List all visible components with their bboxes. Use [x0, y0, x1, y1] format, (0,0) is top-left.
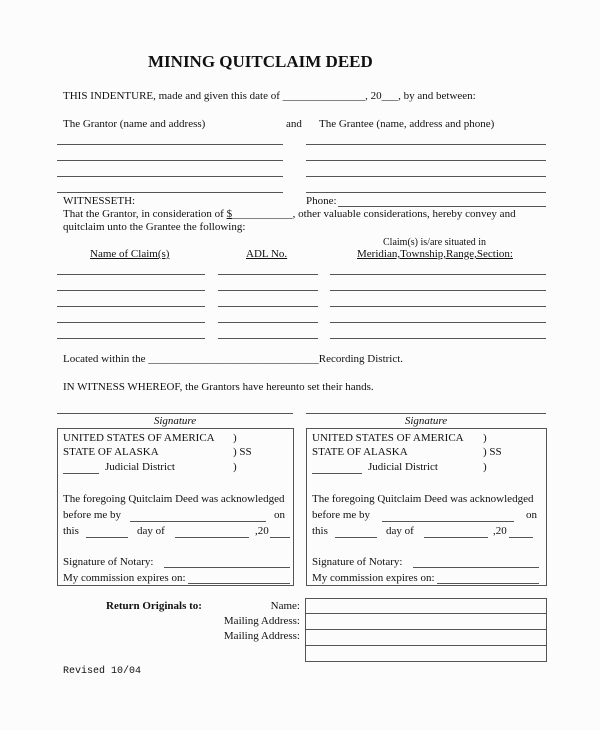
witnesseth-label: WITNESSETH: [63, 195, 136, 207]
ss-label: ) SS [483, 446, 502, 458]
paren-3: ) [483, 461, 487, 473]
year-field[interactable] [270, 537, 290, 538]
consideration-text: That the Grantor, in consideration of [63, 208, 224, 220]
phone-field[interactable] [338, 206, 546, 207]
acknowledgment-box-left [57, 428, 294, 586]
located-line [63, 353, 403, 366]
revised-note: Revised 10/04 [63, 666, 142, 677]
signature-line-left[interactable] [57, 413, 293, 414]
claim-name-line-2[interactable] [57, 290, 205, 291]
return-originals-label: Return Originals to: [106, 600, 202, 612]
return-mailing-field-2[interactable] [306, 645, 546, 646]
paren-3: ) [233, 461, 237, 473]
paren-1: ) [483, 432, 487, 444]
before-me-label: before me by [63, 509, 122, 521]
location-line-2[interactable] [330, 290, 546, 291]
commission-label: My commission expires on: [312, 572, 435, 584]
located-suffix: Recording District. [318, 353, 404, 365]
judicial-district-field[interactable] [312, 473, 362, 474]
grantor-line-2[interactable] [57, 160, 283, 161]
return-mailing-label-1: Mailing Address: [223, 615, 300, 627]
judicial-district-label: Judicial District [105, 461, 175, 473]
commission-field[interactable] [437, 583, 539, 584]
notary-signature-label: Signature of Notary: [63, 556, 154, 568]
grantor-line-3[interactable] [57, 176, 283, 177]
grantee-label: The Grantee (name, address and phone) [319, 118, 495, 130]
signature-label-left: Signature [153, 415, 197, 427]
state-label: STATE OF ALASKA [312, 446, 408, 458]
year-label: ,20 [493, 525, 507, 537]
usa-label: UNITED STATES OF AMERICA [63, 432, 215, 444]
recording-district-blank[interactable]: _______________________________ [148, 353, 319, 365]
signature-line-right[interactable] [306, 413, 546, 414]
day-field[interactable] [86, 537, 128, 538]
month-field[interactable] [424, 537, 488, 538]
return-mailing-label-2: Mailing Address: [223, 630, 300, 642]
witness-whereof: IN WITNESS WHEREOF, the Grantors have hereunto set their hands. [63, 381, 374, 393]
adl-line-2[interactable] [218, 290, 318, 291]
grantor-label: The Grantor (name and address) [63, 118, 206, 130]
before-me-field[interactable] [382, 521, 514, 522]
document-title: MINING QUITCLAIM DEED [148, 52, 373, 71]
acknowledged-text: The foregoing Quitclaim Deed was acknowledged [312, 493, 534, 505]
location-line-3[interactable] [330, 306, 546, 307]
before-me-field[interactable] [130, 521, 266, 522]
and-label: and [286, 118, 302, 130]
return-name-label: Name: [270, 600, 300, 612]
grantor-line-4[interactable] [57, 192, 283, 193]
return-mailing-field-1[interactable] [306, 629, 546, 630]
year-blank[interactable]: ___ [381, 90, 399, 102]
day-of-label: day of [137, 525, 165, 537]
situated-note: Claim(s) is/are situated in [383, 237, 487, 248]
claim-name-line-3[interactable] [57, 306, 205, 307]
location-line-4[interactable] [330, 322, 546, 323]
commission-field[interactable] [188, 583, 290, 584]
claim-name-line-5[interactable] [57, 338, 205, 339]
acknowledged-text: The foregoing Quitclaim Deed was acknowledged [63, 493, 285, 505]
notary-signature-field[interactable] [164, 567, 290, 568]
usa-label: UNITED STATES OF AMERICA [312, 432, 464, 444]
commission-label: My commission expires on: [63, 572, 186, 584]
day-of-label: day of [386, 525, 414, 537]
consideration-text-2: , other valuable considerations, hereby convey and [292, 208, 516, 220]
return-name-field[interactable] [306, 613, 546, 614]
dollar-sign: $ [226, 208, 233, 220]
paren-1: ) [233, 432, 237, 444]
grantee-line-1[interactable] [306, 144, 546, 145]
grantee-line-4[interactable] [306, 192, 546, 193]
on-label: on [274, 509, 285, 521]
adl-line-1[interactable] [218, 274, 318, 275]
acknowledgment-box-right [306, 428, 547, 586]
indenture-line [63, 90, 476, 103]
before-me-label: before me by [312, 509, 371, 521]
signature-label-right: Signature [404, 415, 448, 427]
adl-header: ADL No. [246, 248, 288, 260]
judicial-district-label: Judicial District [368, 461, 438, 473]
year-label: ,20 [255, 525, 269, 537]
indenture-text: THIS INDENTURE, made and given this date of [63, 90, 280, 102]
this-label: this [63, 525, 79, 537]
adl-line-4[interactable] [218, 322, 318, 323]
amount-blank[interactable]: ___________ [232, 208, 293, 220]
claim-name-line-1[interactable] [57, 274, 205, 275]
state-label: STATE OF ALASKA [63, 446, 159, 458]
notary-signature-label: Signature of Notary: [312, 556, 403, 568]
grantee-line-2[interactable] [306, 160, 546, 161]
year-field[interactable] [509, 537, 533, 538]
on-label: on [526, 509, 537, 521]
location-line-5[interactable] [330, 338, 546, 339]
judicial-district-field[interactable] [63, 473, 99, 474]
phone-label: Phone: [306, 195, 337, 207]
notary-signature-field[interactable] [413, 567, 539, 568]
quitclaim-line: quitclaim unto the Grantee the following: [63, 221, 246, 233]
grantee-line-3[interactable] [306, 176, 546, 177]
adl-line-5[interactable] [218, 338, 318, 339]
date-blank[interactable]: _______________ [282, 90, 366, 102]
this-label: this [312, 525, 328, 537]
location-line-1[interactable] [330, 274, 546, 275]
return-address-box [305, 598, 547, 662]
year-prefix: , 20 [365, 90, 382, 102]
indenture-suffix: , by and between: [398, 90, 476, 102]
month-field[interactable] [175, 537, 249, 538]
located-prefix: Located within the [63, 353, 146, 365]
ss-label: ) SS [233, 446, 252, 458]
grantor-line-1[interactable] [57, 144, 283, 145]
claim-name-line-4[interactable] [57, 322, 205, 323]
adl-line-3[interactable] [218, 306, 318, 307]
consideration-line [63, 208, 516, 221]
day-field[interactable] [335, 537, 377, 538]
location-header: Meridian,Township,Range,Section: [357, 248, 513, 260]
claim-name-header: Name of Claim(s) [90, 248, 170, 260]
